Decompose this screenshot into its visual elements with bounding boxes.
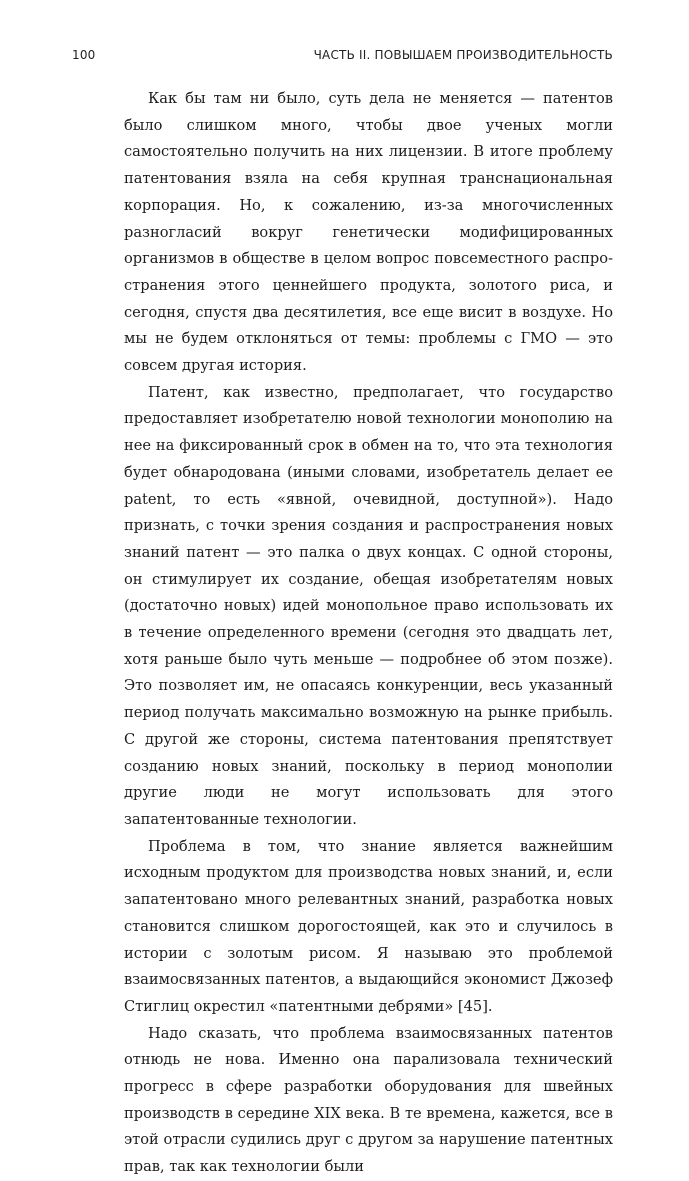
paragraph: Надо сказать, что проблема взаимосвязанных патентов отнюдь не нова. Именно она парализовала технический прогресс в сфере разработки оборудования для швейных производств в середине XIX века. В те времена, кажется, все в этой отрасли судились друг с другом за нарушение патентных прав, так как технологии были xyxy=(124,1024,613,1176)
page-number: 100 xyxy=(72,48,96,62)
paragraph: Как бы там ни было, суть дела не меняется — патентов было слишком много, чтобы двое ученых могли самостоятельно получить на них лицензии. В итоге проблему патентования взяла на себя крупная транснациональная корпорация. Но, к сожалению, из-за многочисленных разногласий вокруг генетически модифицированных организмов в обществе в целом вопрос повсеместного распространения этого ценнейшего продукта, золотого риса, и сегодня, спустя два десятилетия, все еще висит в воздухе. Но мы не будем отклоняться от темы: проблемы с ГМО — это совсем другая история. xyxy=(124,90,613,375)
page-header xyxy=(72,48,613,68)
paragraph: Проблема в том, что знание является важнейшим исходным продуктом для производства новых знаний, и, если запатентовано много релевантных знаний, разработка новых становится слишком дорогостоящей, как это и случилось в истории с золотым рисом. Я называю это проблемой взаимосвязанных патентов, а выдающийся экономист Джозеф Стиглиц окрестил «патентными дебрями» [45]. xyxy=(124,837,613,1015)
paragraph: Патент, как известно, предполагает, что государство предоставляет изобретателю новой технологии монополию на нее на фиксированный срок в обмен на то, что эта технология будет обнародована (иными словами, изобретатель делает ее patent, то есть «явной, очевидной, доступной»). Надо признать, с точки зрения создания и распространения новых знаний патент — это палка о двух концах. С одной стороны, он стимулирует их создание, обещая изобретателям новых (достаточно новых) идей монопольное право использовать их в течение определенного времени (сегодня это двадцать лет, хотя раньше было чуть меньше — подробнее об этом позже). Это позволяет им, не опасаясь конкуренции, весь указанный период получать максимально возможную на рынке прибыль. С другой же стороны, система патентования препятствует созданию новых знаний, поскольку в период монополии другие люди не могут использовать для этого запатентованные технологии. xyxy=(124,383,613,828)
text-body xyxy=(124,86,613,1181)
running-head: ЧАСТЬ II. ПОВЫШАЕМ ПРОИЗВОДИТЕЛЬНОСТЬ xyxy=(313,48,613,62)
